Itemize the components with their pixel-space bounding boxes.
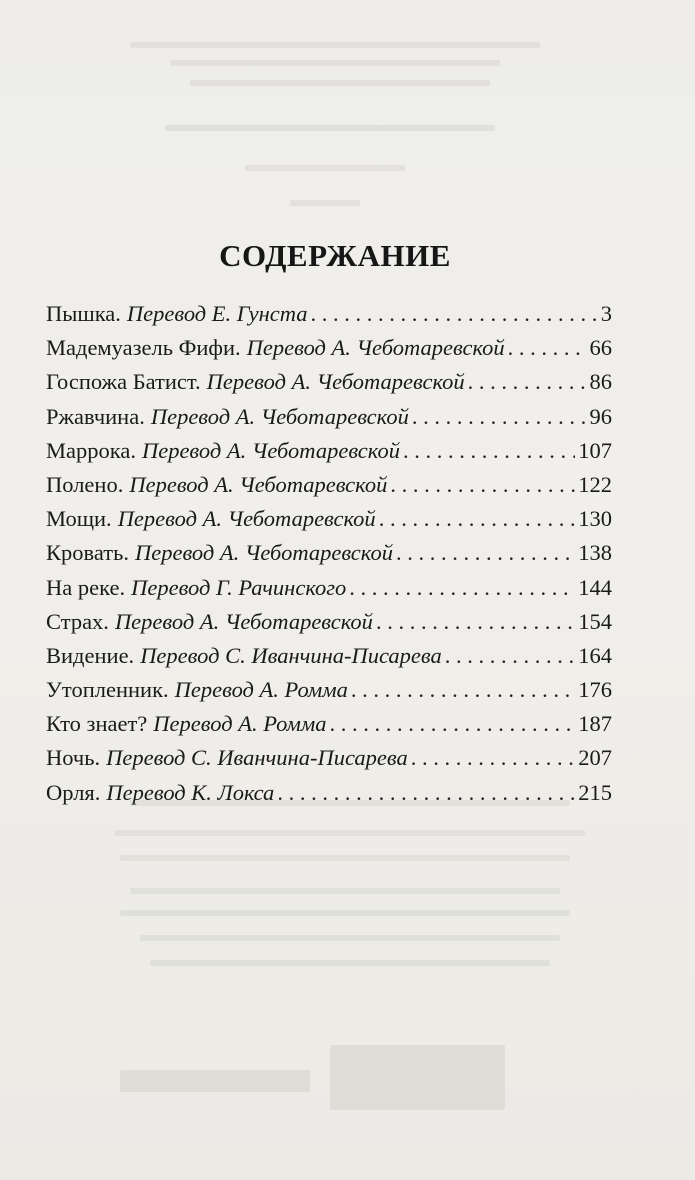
entry-page-number: 176 bbox=[578, 677, 612, 703]
entry-translator: Перевод А. Ромма bbox=[174, 677, 348, 703]
entry-title: Полено. bbox=[46, 471, 124, 497]
toc-entry bbox=[46, 741, 612, 775]
entry-translator: Перевод К. Локса bbox=[106, 779, 275, 805]
toc-entry bbox=[46, 707, 612, 741]
dot-leader bbox=[351, 673, 575, 707]
dot-leader bbox=[508, 331, 587, 365]
entry-translator: Перевод А. Чеботаревской bbox=[114, 608, 373, 634]
entry-translator: Перевод А. Ромма bbox=[153, 711, 327, 737]
entry-title: Утопленник. bbox=[46, 677, 169, 703]
toc-entry bbox=[46, 331, 612, 365]
dot-leader bbox=[349, 571, 575, 605]
entry-title: Ночь. bbox=[46, 745, 101, 771]
dot-leader bbox=[403, 434, 575, 468]
entry-title: Мадемуазель Фифи. bbox=[46, 335, 241, 361]
toc-entry bbox=[46, 673, 612, 707]
entry-page-number: 3 bbox=[600, 301, 612, 326]
entry-page-number: 154 bbox=[578, 608, 612, 634]
dot-leader bbox=[311, 297, 598, 331]
entry-title: Ржавчина. bbox=[46, 403, 145, 429]
toc-entry bbox=[46, 605, 612, 639]
dot-leader bbox=[411, 741, 576, 775]
dot-leader bbox=[396, 536, 575, 570]
toc-entry bbox=[46, 502, 612, 536]
table-of-contents bbox=[46, 297, 612, 810]
entry-page-number: 130 bbox=[578, 506, 612, 532]
toc-entry bbox=[46, 571, 612, 605]
dot-leader bbox=[330, 707, 576, 741]
dot-leader bbox=[277, 776, 575, 810]
entry-page-number: 66 bbox=[589, 335, 612, 361]
toc-entry bbox=[46, 776, 612, 810]
entry-page-number: 187 bbox=[578, 711, 612, 737]
entry-title: Видение. bbox=[46, 642, 135, 668]
entry-translator: Перевод А. Чеботаревской bbox=[117, 506, 376, 532]
entry-title: Маррока. bbox=[46, 437, 136, 463]
entry-title: Пышка. bbox=[46, 301, 121, 326]
dot-leader bbox=[445, 639, 575, 673]
dot-leader bbox=[412, 400, 587, 434]
entry-translator: Перевод С. Иванчина-Писарева bbox=[140, 642, 442, 668]
entry-page-number: 96 bbox=[589, 403, 612, 429]
entry-title: Орля. bbox=[46, 779, 101, 805]
entry-page-number: 107 bbox=[578, 437, 612, 463]
entry-translator: Перевод Е. Гунста bbox=[126, 301, 308, 326]
toc-entry bbox=[46, 400, 612, 434]
entry-translator: Перевод А. Чеботаревской bbox=[129, 471, 388, 497]
entry-translator: Перевод А. Чеботаревской bbox=[150, 403, 409, 429]
entry-page-number: 86 bbox=[589, 369, 612, 395]
entry-page-number: 138 bbox=[578, 540, 612, 566]
entry-page-number: 207 bbox=[578, 745, 612, 771]
toc-entry bbox=[46, 639, 612, 673]
entry-translator: Перевод Г. Рачинского bbox=[131, 574, 347, 600]
dot-leader bbox=[390, 468, 575, 502]
toc-entry bbox=[46, 468, 612, 502]
entry-title: Кто знает? bbox=[46, 711, 148, 737]
entry-title: Страх. bbox=[46, 608, 109, 634]
entry-title: Кровать. bbox=[46, 540, 129, 566]
toc-entry bbox=[46, 365, 612, 399]
entry-title: Госпожа Батист. bbox=[46, 369, 201, 395]
entry-page-number: 144 bbox=[578, 574, 612, 600]
contents-heading: СОДЕРЖАНИЕ bbox=[219, 238, 451, 273]
entry-translator: Перевод А. Чеботаревской bbox=[141, 437, 400, 463]
entry-translator: Перевод А. Чеботаревской bbox=[246, 335, 505, 361]
dot-leader bbox=[376, 605, 575, 639]
toc-entry bbox=[46, 434, 612, 468]
entry-page-number: 164 bbox=[578, 642, 612, 668]
entry-page-number: 215 bbox=[578, 779, 612, 805]
entry-translator: Перевод А. Чеботаревской bbox=[134, 540, 393, 566]
entry-translator: Перевод А. Чеботаревской bbox=[206, 369, 465, 395]
dot-leader bbox=[379, 502, 576, 536]
dot-leader bbox=[468, 365, 587, 399]
entry-translator: Перевод С. Иванчина-Писарева bbox=[106, 745, 408, 771]
toc-entry bbox=[46, 536, 612, 570]
entry-page-number: 122 bbox=[578, 471, 612, 497]
entry-title: На реке. bbox=[46, 574, 126, 600]
toc-entry bbox=[46, 297, 612, 331]
entry-title: Мощи. bbox=[46, 506, 112, 532]
